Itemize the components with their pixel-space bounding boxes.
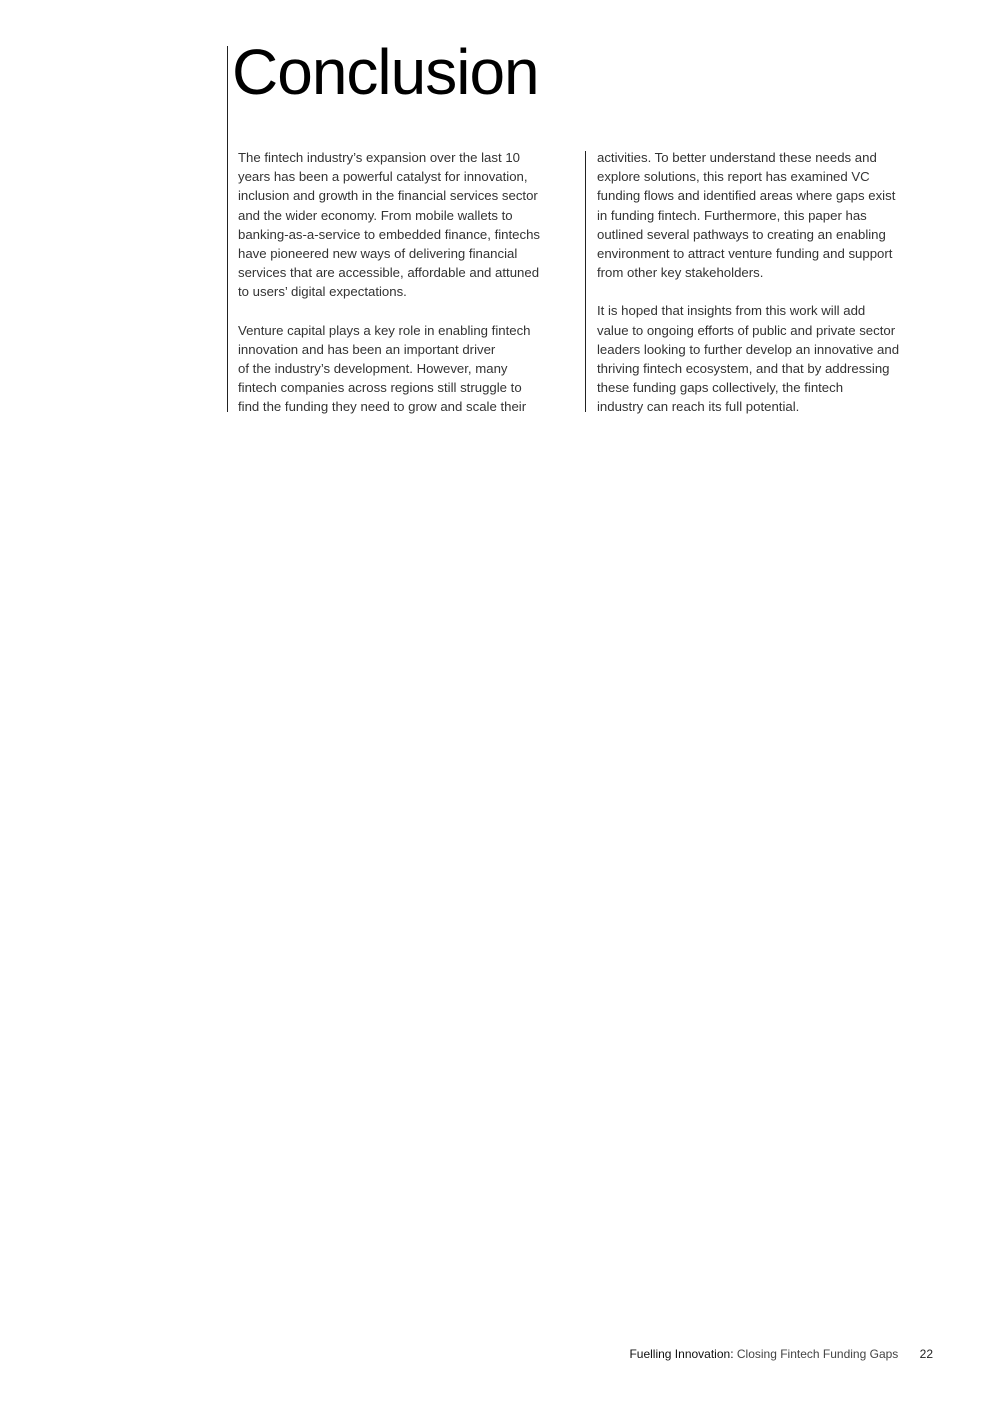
right-text-column: [597, 148, 942, 436]
body-paragraph: activities. To better understand these needs and explore solutions, this report has examined VC funding flows and identified areas where gaps exist in funding fintech. Furthermore, this paper has outlined several pathways to creating an enabling environment to attract venture funding and support from other key stakeholders.: [597, 150, 896, 281]
left-text-column: [238, 148, 578, 436]
footer-series-title: Fuelling Innovation:: [629, 1347, 734, 1361]
page-title: Conclusion: [232, 36, 539, 108]
body-paragraph: It is hoped that insights from this work will add value to ongoing efforts of public and private sector leaders looking to further develop an innovative and thriving fintech ecosystem, and that by addressing these funding gaps collectively, the fintech industry can reach its full potential.: [597, 303, 900, 415]
body-paragraph: The fintech industry’s expansion over the last 10 years has been a powerful catalyst for innovation, inclusion and growth in the financial services sector and the wider economy. From mobile wallets to banking-as-a-service to embedded finance, fintechs have pioneered new ways of delivering financial services that are accessible, affordable and attuned to users’ digital expectations.: [238, 150, 541, 300]
title-vertical-rule: [227, 46, 228, 412]
footer-report-title: Closing Fintech Funding Gaps: [736, 1347, 899, 1361]
page-number: 22: [919, 1347, 933, 1361]
body-paragraph: Venture capital plays a key role in enabling fintech innovation and has been an important driver of the industry’s development. However, many fintech companies across regions still struggle to find the funding they need to grow and scale their: [238, 322, 531, 415]
page-footer: [560, 1346, 933, 1362]
column-divider: [585, 151, 586, 412]
